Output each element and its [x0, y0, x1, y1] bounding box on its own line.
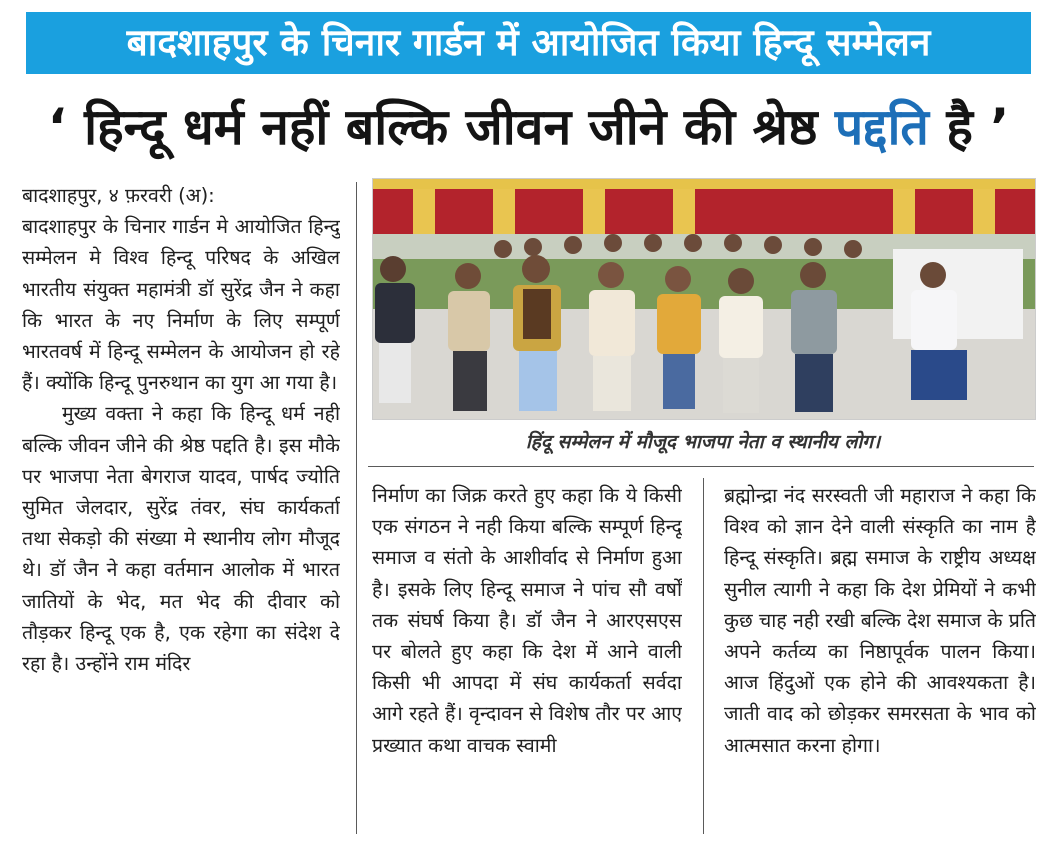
group-photo-icon: [373, 179, 1035, 419]
photo-caption: हिंदू सम्मेलन में मौजूद भाजपा नेता व स्थानीय लोग।: [525, 431, 881, 453]
column-divider-2: [703, 478, 704, 834]
banner-headline: [26, 12, 1031, 74]
group-photo: [372, 178, 1036, 420]
article-paragraph-1: बादशाहपुर के चिनार गार्डन मे आयोजित हिन्दु सम्मेलन मे विश्व हिन्दू परिषद के अखिल भारतीय संयुक्त महामंत्री डॉ सुरेंद्र जैन ने कहा कि भारत के नए निर्माण के लिए सम्पूर्ण भारतवर्ष में हिन्दू सम्मेलन के आयोजन हो रहे हैं। क्योंकि हिन्दू पुनरुथान का युग आ गया है।: [22, 215, 340, 395]
headline-accent-word: पद्दति: [834, 98, 929, 156]
banner-text: बादशाहपुर के चिनार गार्डन में आयोजित किया हिन्दू सम्मेलन: [126, 21, 931, 64]
headline-part-2: है ’: [928, 98, 1010, 156]
article-paragraph-3: निर्माण का जिक्र करते हुए कहा कि ये किसी एक संगठन ने नही किया बल्कि सम्पूर्ण हिन्दू समाज व संतो के आशीर्वाद से निर्माण हुआ है। इसके लिए हिन्दू समाज ने पांच सौ वर्षों तक संघर्ष किया है। डॉ जैन ने आरएसएस पर बोलते हुए कहा कि देश में आने वाली किसी भी आपदा में संघ कार्यकर्ता सर्वदा आगे रहते हैं। वृन्दावन से विशेष तौर पर आए प्रख्यात कथा वाचक स्वामी: [372, 484, 682, 757]
article-column-3: [724, 480, 1036, 840]
article-column-1: [22, 180, 340, 840]
column-divider-1: [356, 182, 357, 834]
main-headline: [26, 86, 1031, 168]
article-column-2: [372, 480, 682, 840]
article-paragraph-2: मुख्य वक्ता ने कहा कि हिन्दू धर्म नही बल्कि जीवन जीने की श्रेष्ठ पद्दति है। इस मौके पर भाजपा नेता बेगराज यादव, पार्षद ज्योति सुमित जेलदार, सुरेंद्र तंवर, संघ कार्यकर्ता तथा सेकड़ो की संख्या मे स्थानीय लोग मौजूद थे। डॉ जैन ने कहा वर्तमान आलोक में भारत जातियों के भेद, मत भेद की दीवार को तौड़कर हिन्दू एक है, एक रहेगा का संदेश दे रहा है। उन्होंने राम मंदिर: [22, 402, 340, 676]
article-paragraph-4: ब्रह्मोन्द्रा नंद सरस्वती जी महाराज ने कहा कि विश्व को ज्ञान देने वाली संस्कृति का नाम है हिन्दू संस्कृति। ब्रह्म समाज के राष्ट्रीय अध्यक्ष सुनील त्यागी ने कहा कि देश प्रेमियों ने कभी कुछ चाह नही रखी बल्कि देश समाज के प्रति अपने कर्तव्य का निष्ठापूर्वक पालन किया। आज हिंदुओं एक होने की आवश्यकता है। जाती वाद को छोड़कर समरसता के भाव को आत्मसात करना होगा।: [724, 484, 1036, 757]
dateline: बादशाहपुर, ४ फ़रवरी (अ):: [22, 184, 215, 207]
photo-divider: [368, 466, 1034, 467]
headline-part-1: ‘ हिन्दू धर्म नहीं बल्कि जीवन जीने की श्रेष्ठ: [47, 98, 835, 156]
